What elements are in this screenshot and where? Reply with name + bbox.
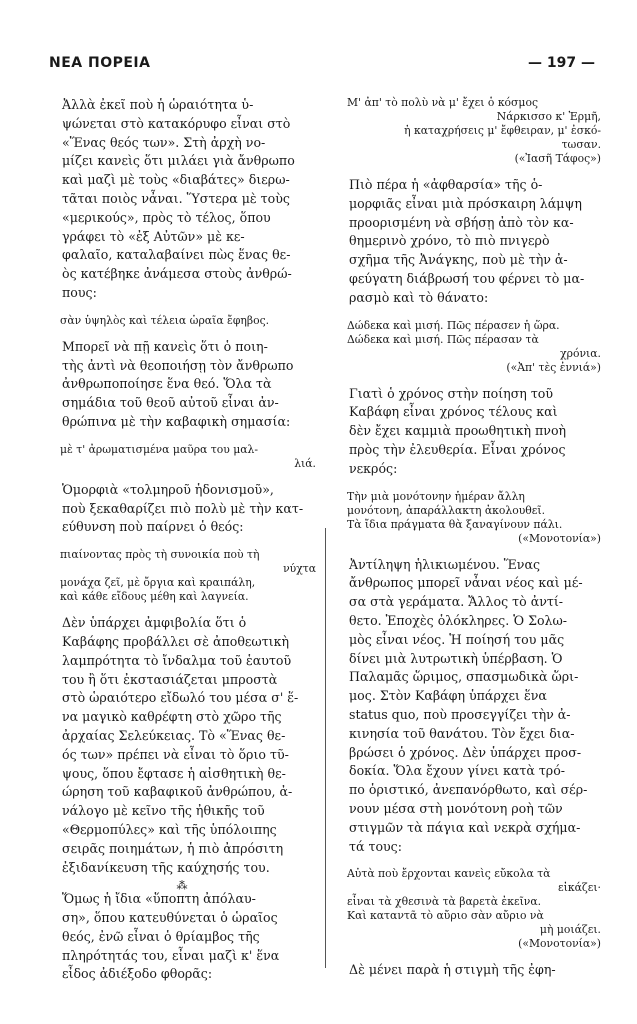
text-line: νάλογο μὲ κεῖνο τῆς ἠθικῆς τοῦ (62, 803, 265, 819)
text-line: Αὐτὰ ποὺ ἔρχονται κανεὶς εὔκολα τὰ (347, 867, 551, 881)
text-line: μὴ μοιάζει. (539, 923, 601, 937)
text-line: «μερικούς», πρὸς τὸ τέλος, ὅπου (62, 209, 271, 225)
paragraph (48, 890, 316, 984)
paragraph (335, 176, 601, 308)
text-line: Νάρκισσο κ' Ἑρμῆ, (496, 110, 601, 123)
text-line: σὰν ὑψηλὸς καὶ τέλεια ὡραῖα ἔφηβος. (60, 313, 270, 327)
text-line: ἄνθρωπος μπορεῖ νἆναι νέος καὶ μέ- (349, 575, 583, 591)
running-header (49, 52, 595, 74)
text-line: ἀρχαίας Σελεύκειας. Τὸ «Ἕνας θε- (62, 727, 286, 743)
text-line: «Ἕνας θεός των». Στὴ ἀρχὴ νο- (62, 134, 266, 150)
text-line: σημάδια τοῦ θεοῦ αὐτοῦ εἶναι ἀν- (62, 395, 279, 411)
verse-quote (335, 319, 601, 375)
text-line: ἡ καταχρήσεις μ' ἔφθειραν, μ' ἐσκό- (404, 124, 601, 137)
asterism: ⁂ (176, 879, 188, 893)
text-line: τά τους: (349, 838, 402, 854)
text-line: δοκία. Ὅλα ἔχουν γίνει κατὰ τρό- (349, 763, 566, 779)
right-column (335, 96, 601, 991)
text-line: θρώπινα μὲ τὴν καβαφικὴ σημασία: (62, 413, 291, 429)
text-line: καὶ μαζὶ μὲ τοὺς «διαβάτες» διερω- (62, 172, 290, 188)
verse-quote (335, 490, 601, 546)
verse-quote (48, 548, 316, 604)
text-line: μος. Στὸν Καβάφη ὑπάρχει ἕνα (349, 688, 547, 704)
text-line: Γιατὶ ὁ χρόνος στὴν ποίηση τοῦ (349, 385, 554, 401)
text-line: μὲ τ' ἀρωματισμένα μαῦρα του μαλ- (60, 442, 259, 456)
text-line: θετο. Ἐποχὲς ὁλόκληρες. Ὁ Σολω- (349, 612, 568, 628)
text-line: ὸς κατέβηκε ἀνάμεσα στοὺς ἀνθρώ- (62, 266, 292, 282)
text-line: εἰκάζει· (558, 881, 601, 895)
text-line: θημερινὸ χρόνο, τὸ πιὸ πνιγερὸ (349, 233, 550, 249)
text-line: νύχτα (283, 562, 316, 576)
text-line: Μ' ἀπ' τὸ πολὺ νὰ μ' ἔχει ὁ κόσμος (347, 96, 538, 109)
left-column (48, 96, 316, 995)
text-line: πιαίνοντας πρὸς τὴ συνοικία ποὺ τὴ (60, 548, 260, 562)
text-line: πους: (62, 284, 97, 300)
text-line: ση», ὅπου κατευθύνεται ὁ ὡραῖος (62, 910, 278, 926)
text-line: πληρότητάς του, εἶναι μαζὶ κ' ἕνα (62, 947, 280, 963)
text-line: χρόνια. (560, 346, 601, 360)
text-line: προορισμένη νὰ σβήσῃ ἀπὸ τὸν κα- (349, 214, 574, 230)
text-line: Τὴν μιὰ μονότονην ἡμέραν ἄλλη (347, 489, 525, 503)
text-line: ρασμὸ καὶ τὸ θάνατο: (349, 289, 489, 305)
text-line: κινησία τοῦ θανάτου. Τὸν ἔχει δια- (349, 725, 575, 741)
text-line: Παλαμᾶς ὥριμος, σπασμωδικὰ ὥρι- (349, 669, 579, 685)
text-line: ψους, ὅπου ἔφτασε ἡ αἰσθητικὴ θε- (62, 765, 286, 781)
text-line: Ἀντίληψη ἡλικιωμένου. Ἕνας (349, 556, 541, 572)
text-line: («Ἰασῆ Τάφος») (514, 152, 601, 165)
column-rule (325, 528, 326, 968)
text-line: μορφιᾶς εἶναι μιὰ πρόσκαιρη λάμψη (349, 195, 582, 211)
paragraph (335, 961, 601, 980)
text-line: («Μονοτονία») (518, 937, 601, 951)
text-line: ψώνεται στὸ κατακόρυφο εἶναι στὸ (62, 115, 291, 131)
text-line: φαλαῖο, καταλαβαίνει πὼς ἕνας θε- (62, 247, 291, 263)
text-line: στὸ ὡραιότερο εἴδωλό του μέσα σ' ἕ- (62, 690, 299, 706)
text-line: λαμπρότητα τὸ ἴνδαλμα τοῦ ἑαυτοῦ (62, 652, 292, 668)
text-line: βρώσει ὁ χρόνος. Δὲν ὑπάρχει προσ- (349, 744, 582, 760)
text-line: πρὸς τὴν ἐλευθερία. Εἶναι χρόνος (349, 441, 566, 457)
text-line: Ὁμορφιὰ «τολμηροῦ ἡδονισμοῦ», (62, 481, 274, 497)
text-line: του ἢ ὅτι ἐκστασιάζεται μπροστὰ (62, 671, 278, 687)
text-line: μονάχα ζεῖ, μὲ ὄργια καὶ κραιπάλη, (60, 576, 256, 590)
text-line: Δὲν ὑπάρχει ἀμφιβολία ὅτι ὁ (62, 615, 247, 631)
text-line: Τὰ ἴδια πράγματα θὰ ξαναγίνουν πάλι. (347, 517, 563, 531)
text-line: Καβάφης προβάλλει σὲ ἀποθεωτικὴ (62, 633, 290, 649)
text-line: πο ὁριστικό, ἀνεπανόρθωτο, καὶ σέρ- (349, 782, 588, 798)
text-line: τωσαν. (561, 138, 601, 151)
text-line: ώρηση τοῦ καβαφικοῦ ἀνθρώπου, ἀ- (62, 784, 293, 800)
paragraph (48, 96, 316, 303)
text-line: Ὅμως ἡ ἴδια «ὕποπτη ἀπόλαυ- (62, 891, 256, 907)
text-line: Δὲ μένει παρὰ ἡ στιγμὴ τῆς ἐφη- (349, 962, 556, 978)
text-line: εἶναι τὰ χθεσινὰ τὰ βαρετὰ ἐκεῖνα. (347, 895, 542, 909)
text-line: να μαγικὸ καθρέφτη στὸ χῶρο τῆς (62, 709, 282, 725)
text-line: Δώδεκα καὶ μισή. Πῶς πέρασαν τὰ (347, 332, 539, 346)
text-line: Πιὸ πέρα ἡ «ἀφθαρσία» τῆς ὁ- (349, 177, 543, 192)
paragraph (335, 385, 601, 479)
verse-quote (48, 314, 316, 328)
text-line: Δώδεκα καὶ μισή. Πῶς πέρασεν ἡ ὥρα. (347, 318, 560, 332)
text-line: μίζει κανεὶς ὅτι μιλάει γιὰ ἄνθρωπο (62, 153, 295, 169)
text-line: θεός, ἐνῶ εἶναι ὁ θρίαμβος τῆς (62, 928, 260, 944)
text-line: Ἀλλὰ ἐκεῖ ποὺ ἡ ὡραιότητα ὑ- (62, 97, 254, 112)
text-line: Καὶ καταντᾶ τὸ αὔριο σὰν αὔριο νὰ (347, 909, 544, 923)
text-line: σχῆμα τῆς Ἀνάγκης, ποὺ μὲ τὴν ἀ- (349, 252, 568, 268)
page-number: — 197 — (528, 55, 595, 71)
verse-quote (335, 867, 601, 951)
text-line: ός των» πρέπει νὰ εἶναι τὸ ὅριο τῦ- (62, 746, 289, 762)
text-line: καὶ κάθε εἴδους μέθη καὶ λαγνεία. (60, 590, 249, 604)
paragraph (48, 338, 316, 432)
text-line: γράφει τὸ «ἐξ Αὐτῶν» μὲ κε- (62, 228, 245, 244)
text-line: νεκρός: (349, 460, 398, 476)
verse-quote (48, 443, 316, 471)
text-line: λιά. (294, 456, 316, 470)
journal-title: ΝΕΑ ΠΟΡΕΙΑ (49, 55, 151, 71)
text-line: στιγμῶν τὰ πάγια καὶ νεκρὰ σχήμα- (349, 819, 581, 835)
paragraph (335, 556, 601, 857)
text-line: Καβάφη εἶναι χρόνος τέλους καὶ (349, 404, 558, 420)
verse-quote (335, 96, 601, 166)
text-line: σα στὰ γεράματα. Ἄλλος τὸ ἀντί- (349, 594, 564, 610)
text-line: εύθυνση ποὺ παίρνει ὁ θεός: (62, 519, 244, 535)
paragraph (48, 481, 316, 537)
text-line: σειρᾶς ποιημάτων, ἡ πιὸ ἀπρόσιτη (62, 840, 284, 856)
text-line: status quo, ποὺ προσεγγίζει τὴν ἀ- (349, 706, 571, 722)
text-line: «Θερμοπύλες» καὶ τῆς ὑπόλοιπης (62, 821, 277, 837)
text-line: δίνει μιὰ λυτρωτικὴ ὑπέρβαση. Ὁ (349, 650, 563, 666)
text-line: νουν μέσα στὴ μονότονη ροὴ τῶν (349, 800, 563, 816)
text-line: φεύγατη διάβρωσή του φέρνει τὸ μα- (349, 270, 585, 286)
text-line: τᾶται ποιὸς νἆναι. Ὕστερα μὲ τοὺς (62, 190, 290, 206)
text-line: μονότονη, ἀπαράλλακτη ἀκολουθεῖ. (347, 503, 546, 517)
text-line: ποὺ ξεκαθαρίζει πιὸ πολὺ μὲ τὴν κατ- (62, 500, 304, 516)
text-line: ἐξιδανίκευση τῆς καύχησής του. (62, 859, 270, 875)
paragraph (48, 614, 316, 877)
text-line: («Ἀπ' τὲς ἐννιά») (506, 360, 601, 374)
text-line: Μπορεῖ νὰ πῇ κανεὶς ὅτι ὁ ποιη- (62, 338, 268, 354)
text-line: εἶδος ἀδιέξοδο φθορᾶς: (62, 966, 213, 982)
text-line: («Μονοτονία») (518, 531, 601, 545)
text-line: δὲν ἔχει καμμιὰ προωθητικὴ πνοὴ (349, 423, 567, 439)
text-line: τὴς ἀντὶ νὰ θεοποιήσῃ τὸν ἄνθρωπο (62, 357, 294, 373)
text-line: ἀνθρωποποίησε ἕνα θεό. Ὅλα τὰ (62, 376, 272, 392)
text-line: μὸς εἶναι νέος. Ἡ ποίησή του μᾶς (349, 631, 565, 647)
